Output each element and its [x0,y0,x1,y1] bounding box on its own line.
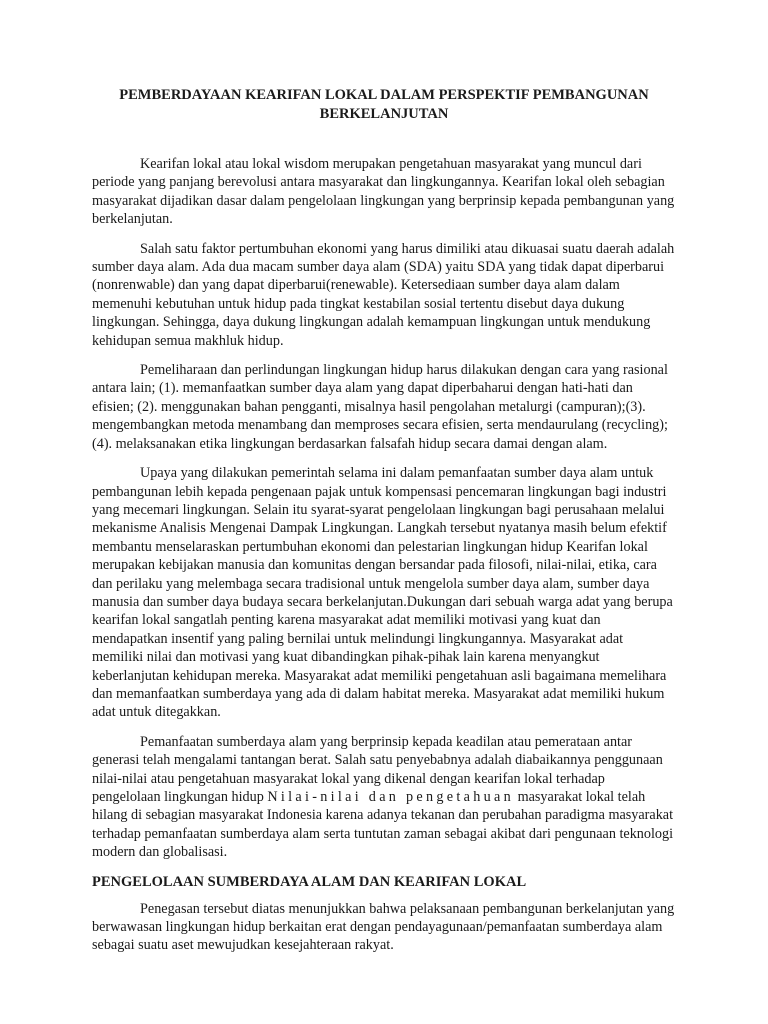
paragraph-2: Salah satu faktor pertumbuhan ekonomi yang harus dimiliki atau dikuasai suatu daerah adalah sumber daya alam. Ada dua macam sumber daya alam (SDA) yaitu SDA yang tidak dapat diperbarui (nonrenwable) dan yang dapat diperbarui(renewable). Ketersediaan sumber daya alam dalam memenuhi kebutuhan untuk hidup pada tingkat kestabilan sosial tertentu disebut daya dukung lingkungan. Sehingga, daya dukung lingkungan adalah kemampuan lingkungan untuk mendukung kehidupan semua makhluk hidup. [92,240,675,349]
paragraph-3: Pemeliharaan dan perlindungan lingkungan hidup harus dilakukan dengan cara yang rasional antara lain; (1). memanfaatkan sumber daya alam yang dapat diperbaharui dengan hati-hati dan efisien; (2). menggunakan bahan pengganti, misalnya hasil pengolahan metalurgi (campuran);(3). mengembangkan metoda menambang dan memproses secara efisien, serta mendaurulang (recycling); (4). melaksanakan etika lingkungan berdasarkan falsafah hidup secara damai dengan alam. [92,362,668,452]
document-title: PEMBERDAYAAN KEARIFAN LOKAL DALAM PERSPEKTIF PEMBANGUNAN BERKELANJUTAN [119,87,649,122]
paragraph-4: Upaya yang dilakukan pemerintah selama ini dalam pemanfaatan sumber daya alam untuk pembangunan lebih kepada pengenaan pajak untuk kompensasi pencemaran lingkungan bagi industri yang mecemari lingkungan. Selain itu syarat-syarat pengelolaan lingkungan bagi perusahaan melalui mekanisme Analisis Mengenai Dampak Lingkungan. Langkah tersebut nyatanya masih belum efektif membantu menselaraskan pertumbuhan ekonomi dan pelestarian lingkungan hidup Kearifan lokal merupakan kebijakan manusia dan komunitas dengan bersandar pada filosofi, nilai-nilai, etika, cara dan perilaku yang melembaga secara tradisional untuk mengelola sumber daya alam, sumber daya manusia dan sumber daya budaya secara berkelanjutan.Dukungan dari sebuah warga adat yang berupa kearifan lokal sangatlah penting karena masyarakat adat memiliki motivasi yang kuat dan mendapatkan insentif yang paling bernilai untuk melindungi lingkungannya. Masyarakat adat memiliki nilai dan motivasi yang kuat dibandingkan pihak-pihak lain karena menyangkut keberlanjutan kehidupan mereka. Masyarakat adat memiliki pengetahuan asli bagaimana memelihara dan memanfaatkan sumberdaya yang ada di dalam habitat mereka. Masyarakat adat memiliki hukum adat untuk ditegakkan. [92,465,673,721]
paragraph-5 [92,733,676,862]
paragraph-5-spaced-text: Nilai-nilai dan pengetahuan [267,789,515,805]
paragraph-1: Kearifan lokal atau lokal wisdom merupakan pengetahuan masyarakat yang muncul dari periode yang panjang berevolusi antara masyarakat dan lingkungannya. Kearifan lokal oleh sebagian masyarakat dijadikan dasar dalam pengelolaan lingkungan yang berprinsip kepada pembangunan yang berkelanjutan. [92,156,675,228]
document-body [92,155,676,966]
paragraph-5-text-end: masyarakat lokal telah hilang di sebagian masyarakat Indonesia karena adanya tekanan dan perubahan paradigma masyarakat terhadap pemanfaatan sumberdaya alam serta tuntutan zaman sebagai akibat dari pengunaan teknologi modern dan globalisasi. [92,789,674,861]
section-heading: PENGELOLAAN SUMBERDAYA ALAM DAN KEARIFAN LOKAL [92,873,527,890]
section-paragraph: Penegasan tersebut diatas menunjukkan bahwa pelaksanaan pembangunan berkelanjutan yang berwawasan lingkungan hidup berkaitan erat dengan pendayagunaan/pemanfaatan sumberdaya alam sebagai suatu aset mewujudkan kesejahteraan rakyat. [92,900,675,954]
paragraph-5-text-start: Pemanfaatan sumberdaya alam yang berprinsip kepada keadilan atau pemerataan antar generasi telah mengalami tantangan berat. Salah satu penyebabnya adalah diabaikannya penggunaan nilai-nilai atau pengetahuan masyarakat lokal yang dikenal dengan kearifan lokal terhadap pengelolaan lingkungan hidup [92,733,663,805]
